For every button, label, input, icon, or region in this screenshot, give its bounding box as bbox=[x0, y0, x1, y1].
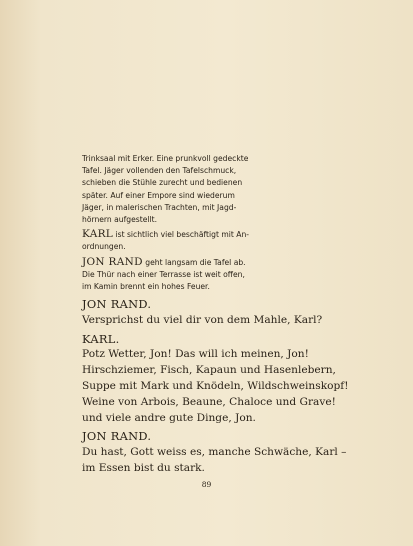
character-name: JON RAND bbox=[82, 255, 143, 268]
verse-line: Potz Wetter, Jon! Das will ich meinen, Jon! bbox=[82, 348, 309, 361]
text-line: Die Thür nach einer Terrasse ist weit offen, bbox=[82, 269, 245, 279]
verse-line: Suppe mit Mark und Knödeln, Wildschweinskopf! bbox=[82, 379, 349, 392]
text-line: später. Auf einer Empore sind wiederum bbox=[82, 190, 235, 200]
text-line: schieben die Stühle zurecht und bedienen bbox=[82, 178, 243, 188]
action-text: ist sichtlich viel beschäftigt mit An- bbox=[115, 230, 249, 240]
text-line bbox=[82, 228, 344, 241]
jon-rand-action bbox=[82, 256, 344, 294]
stage-directions bbox=[82, 153, 344, 295]
page-number: 89 bbox=[201, 480, 212, 489]
speaker-name: JON RAND. bbox=[82, 429, 152, 444]
action-text: geht langsam die Tafel ab. bbox=[145, 257, 246, 267]
verse-line: Hirschziemer, Fisch, Kapaun und Hasenlebern, bbox=[82, 364, 336, 377]
verse-line: Du hast, Gott weiss es, manche Schwäche, Karl – bbox=[82, 446, 347, 459]
character-name: KARL bbox=[82, 228, 114, 241]
text-line: Jäger, in malerischen Trachten, mit Jagd- bbox=[82, 202, 237, 212]
speaker-name: JON RAND. bbox=[82, 297, 152, 311]
text-line bbox=[82, 256, 344, 269]
verse-line: im Essen bist du stark. bbox=[82, 461, 205, 474]
text-line: Trinksaal mit Erker. Eine prunkvoll gedeckte bbox=[82, 154, 249, 163]
karl-action bbox=[82, 228, 344, 253]
text-line: ordnungen. bbox=[82, 242, 126, 252]
verse-line: Versprichst du viel dir von dem Mahle, Karl? bbox=[82, 313, 323, 326]
speaker-name: KARL. bbox=[82, 331, 120, 346]
verse-line: und viele andre gute Dinge, Jon. bbox=[82, 411, 256, 424]
text-line: im Kamin brennt ein hohes Feuer. bbox=[82, 282, 210, 292]
verse-line: Weine von Arbois, Beaune, Chaloce und Grave! bbox=[82, 395, 336, 408]
text-line: Tafel. Jäger vollenden den Tafelschmuck, bbox=[82, 166, 237, 176]
text-line: hörnern aufgestellt. bbox=[82, 215, 157, 225]
dialogue bbox=[82, 297, 349, 477]
setting-description bbox=[82, 153, 344, 226]
